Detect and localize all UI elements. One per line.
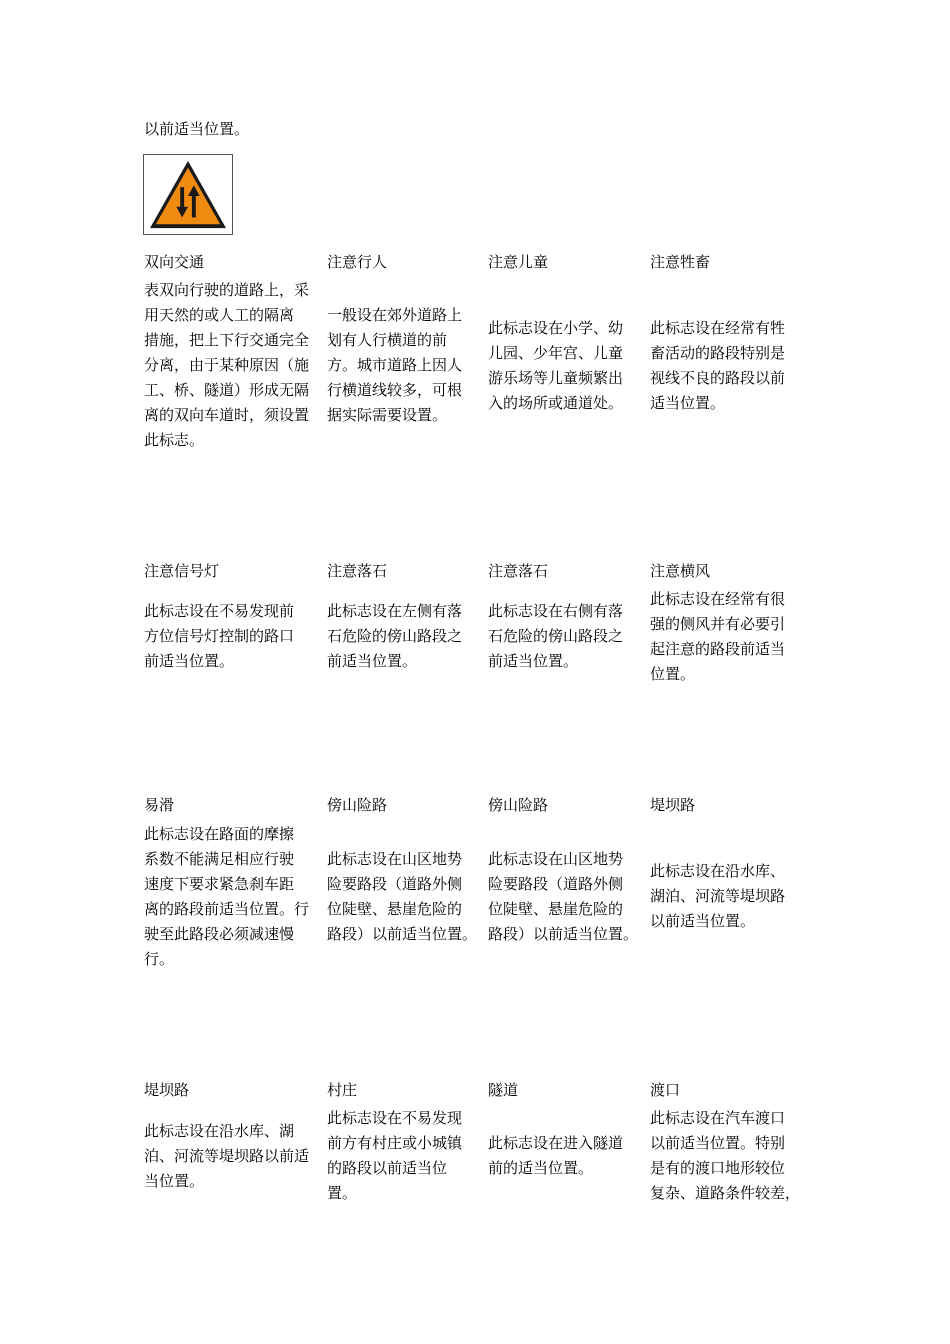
description-line: 此标志设在沿水库、湖 <box>144 1122 295 1140</box>
sign-title: 注意牲畜 <box>650 253 711 271</box>
sign-title: 傍山险路 <box>488 796 549 814</box>
sign-title: 注意信号灯 <box>144 562 220 580</box>
description-line: 此标志设在路面的摩擦 <box>144 825 295 843</box>
sign-title: 堤坝路 <box>144 1081 190 1099</box>
sign-description <box>144 278 324 453</box>
description-line: 此标志设在汽车渡口 <box>650 1109 786 1127</box>
description-line: 石危险的傍山路段之 <box>488 627 624 645</box>
description-line: 此标志设在沿水库、 <box>650 862 786 880</box>
description-line: 此标志设在山区地势 <box>327 850 463 868</box>
sign-title: 隧道 <box>488 1081 519 1099</box>
description-line: 此标志设在进入隧道 <box>488 1134 624 1152</box>
sign-title: 注意行人 <box>327 253 388 271</box>
sign-description <box>650 316 810 416</box>
description-line: 此标志设在小学、幼 <box>488 319 624 337</box>
description-line: 视线不良的路段以前 <box>650 369 786 387</box>
sign-description <box>650 587 810 687</box>
description-line: 当位置。 <box>144 1172 205 1190</box>
description-line: 用天然的或人工的隔离 <box>144 306 295 324</box>
description-line: 分离，由于某种原因（施 <box>144 356 310 374</box>
description-line: 此标志设在不易发现 <box>327 1109 463 1127</box>
description-line: 措施，把上下行交通完全 <box>144 331 310 349</box>
sign-description <box>327 303 487 428</box>
description-line: 游乐场等儿童频繁出 <box>488 369 624 387</box>
sign-title: 村庄 <box>327 1081 358 1099</box>
two-way-traffic-sign-icon <box>143 154 233 235</box>
sign-title: 注意横风 <box>650 562 711 580</box>
description-line: 的路段以前适当位 <box>327 1159 448 1177</box>
sign-title: 注意儿童 <box>488 253 549 271</box>
description-line: 工、桥、隧道）形成无隔 <box>144 381 310 399</box>
description-line: 适当位置。 <box>650 394 726 412</box>
sign-title: 注意落石 <box>488 562 549 580</box>
description-line: 行横道线较多，可根 <box>327 381 463 399</box>
description-line: 是有的渡口地形较位 <box>650 1159 786 1177</box>
sign-description <box>488 1131 648 1181</box>
description-line: 此标志设在左侧有落 <box>327 602 463 620</box>
description-line: 前方有村庄或小城镇 <box>327 1134 463 1152</box>
sign-title: 渡口 <box>650 1081 681 1099</box>
sign-title: 傍山险路 <box>327 796 388 814</box>
description-line: 此标志设在经常有很 <box>650 590 786 608</box>
sign-description <box>488 847 648 947</box>
description-line: 以前适当位置。特别 <box>650 1134 786 1152</box>
description-line: 据实际需要设置。 <box>327 406 448 424</box>
description-line: 离的路段前适当位置。行 <box>144 900 310 918</box>
sign-description <box>650 1106 810 1206</box>
description-line: 前适当位置。 <box>327 652 418 670</box>
description-line: 位置。 <box>650 665 696 683</box>
intro-text: 以前适当位置。 <box>144 120 250 138</box>
sign-description <box>488 599 648 674</box>
description-line: 险要路段（道路外侧 <box>488 875 624 893</box>
description-line: 位陡壁、悬崖危险的 <box>488 900 624 918</box>
description-line: 入的场所或通道处。 <box>488 394 624 412</box>
description-line: 系数不能满足相应行驶 <box>144 850 295 868</box>
description-line: 泊、河流等堤坝路以前适 <box>144 1147 310 1165</box>
sign-title: 堤坝路 <box>650 796 696 814</box>
description-line: 路段）以前适当位置。 <box>488 925 639 943</box>
description-line: 此标志设在不易发现前 <box>144 602 295 620</box>
description-line: 湖泊、河流等堤坝路 <box>650 887 786 905</box>
description-line: 以前适当位置。 <box>650 912 756 930</box>
description-line: 驶至此路段必须减速慢 <box>144 925 295 943</box>
description-line: 前适当位置。 <box>144 652 235 670</box>
description-line: 速度下要求紧急刹车距 <box>144 875 295 893</box>
description-line: 此标志设在右侧有落 <box>488 602 624 620</box>
description-line: 儿园、少年宫、儿童 <box>488 344 624 362</box>
sign-description <box>327 1106 487 1206</box>
sign-description <box>650 859 810 934</box>
sign-description <box>144 822 324 972</box>
description-line: 此标志设在经常有牲 <box>650 319 786 337</box>
description-line: 复杂、道路条件较差， <box>650 1184 801 1202</box>
sign-description <box>488 316 648 416</box>
sign-title: 双向交通 <box>144 253 205 271</box>
description-line: 方。城市道路上因人 <box>327 356 463 374</box>
sign-description <box>144 599 324 674</box>
description-line: 行。 <box>144 950 175 968</box>
description-line: 表双向行驶的道路上，采 <box>144 281 310 299</box>
description-line: 强的侧风并有必要引 <box>650 615 786 633</box>
description-line: 此标志设在山区地势 <box>488 850 624 868</box>
description-line: 方位信号灯控制的路口 <box>144 627 295 645</box>
sign-description <box>327 847 487 947</box>
sign-description <box>144 1119 324 1194</box>
description-line: 石危险的傍山路段之 <box>327 627 463 645</box>
description-line: 起注意的路段前适当 <box>650 640 786 658</box>
description-line: 前的适当位置。 <box>488 1159 594 1177</box>
sign-title: 易滑 <box>144 796 175 814</box>
description-line: 畜活动的路段特别是 <box>650 344 786 362</box>
description-line: 险要路段（道路外侧 <box>327 875 463 893</box>
description-line: 路段）以前适当位置。 <box>327 925 478 943</box>
description-line: 一般设在郊外道路上 <box>327 306 463 324</box>
sign-title: 注意落石 <box>327 562 388 580</box>
description-line: 离的双向车道时，须设置 <box>144 406 310 424</box>
description-line: 位陡壁、悬崖危险的 <box>327 900 463 918</box>
description-line: 置。 <box>327 1184 358 1202</box>
description-line: 前适当位置。 <box>488 652 579 670</box>
sign-description <box>327 599 487 674</box>
description-line: 此标志。 <box>144 431 205 449</box>
description-line: 划有人行横道的前 <box>327 331 448 349</box>
